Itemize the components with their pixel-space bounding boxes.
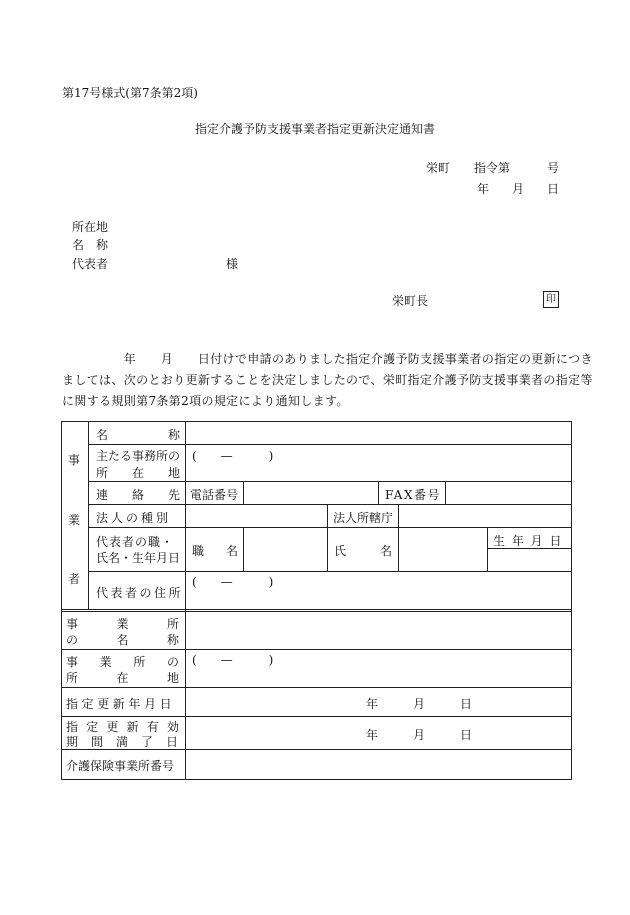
- table-border-bottom: [61, 779, 572, 780]
- validity-expiry-label: 指定更新有効: [66, 720, 188, 734]
- issue-year-label: 年: [477, 182, 490, 196]
- contact-label: 連 絡 先: [96, 488, 180, 502]
- table-rule: [61, 687, 572, 688]
- phone-field[interactable]: [244, 482, 378, 504]
- table-border-left: [61, 421, 62, 779]
- addressee-name-label: 名 称: [72, 238, 109, 252]
- notice-line: ましては、次のとおり更新することを決定しましたので、栄町指定介護予防支援事業者の指定等: [62, 373, 593, 387]
- main-office-location-label: 所 在 地: [96, 466, 180, 480]
- corporation-type-field[interactable]: [186, 505, 327, 527]
- table-rule: [88, 444, 572, 445]
- table-rule: [61, 649, 572, 650]
- notice-line: に関する規則第7条第2項の規定により通知します。: [62, 394, 349, 408]
- corporation-type-label: 法人の種別: [96, 511, 172, 525]
- validity-expiry-label-line2: 期間満了日: [66, 735, 192, 749]
- table-rule: [88, 421, 89, 610]
- table-border-right: [571, 421, 572, 779]
- issue-month-label: 月: [512, 182, 525, 196]
- table-rule: [378, 481, 379, 504]
- name-field[interactable]: [186, 422, 571, 444]
- supervising-authority-label: 法人所轄庁: [333, 511, 394, 525]
- phone-label: 電話番号: [190, 488, 239, 502]
- expiry-year-label: 年: [366, 728, 379, 742]
- supervising-authority-field[interactable]: [399, 505, 571, 527]
- order-prefix: 指令第: [474, 161, 511, 175]
- renewal-year-label: 年: [366, 697, 379, 711]
- fax-label: FAX番号: [385, 488, 441, 502]
- table-rule: [88, 571, 572, 572]
- addressee-location-label: 所在地: [72, 220, 109, 234]
- expiry-month-label: 月: [413, 728, 426, 742]
- order-suffix: 号: [547, 161, 560, 175]
- issuer-title: 栄町長: [392, 294, 429, 308]
- notice-body: [62, 349, 593, 412]
- table-rule: [61, 716, 572, 717]
- addressee-honorific: 様: [226, 257, 239, 271]
- representative-label: 代表者の職・: [96, 535, 175, 549]
- person-name-field[interactable]: [399, 528, 487, 571]
- applicant-label-char: 業: [68, 513, 81, 527]
- form-number: 第17号様式(第7条第2項): [62, 86, 198, 100]
- renewal-month-label: 月: [413, 697, 426, 711]
- care-insurance-number-field[interactable]: [186, 750, 571, 779]
- birth-date-field[interactable]: [488, 549, 571, 571]
- office-name-label: 事 業 所: [66, 617, 179, 631]
- main-office-label: 主たる事務所の: [96, 449, 181, 463]
- main-office-postal-code[interactable]: ( — ): [192, 449, 274, 463]
- office-name-label-line2: の 名 称: [66, 633, 179, 647]
- representative-label-line2: 氏名・生年月日: [96, 551, 181, 565]
- expiry-day-label: 日: [460, 728, 473, 742]
- municipality-label: 栄町: [426, 161, 451, 175]
- issue-day-label: 日: [547, 182, 560, 196]
- representative-address-label: 代表者の住所: [96, 586, 184, 600]
- notice-line: 年 月 日付けで申請のありました指定介護予防支援事業者の指定の更新につき: [62, 352, 593, 366]
- table-rule: [327, 504, 328, 571]
- care-insurance-number-label: 介護保険事業所番号: [66, 759, 175, 773]
- applicant-label-char: 事: [68, 453, 81, 467]
- renewal-day-label: 日: [460, 697, 473, 711]
- person-name-label: 氏 名: [334, 544, 392, 558]
- office-postal-code[interactable]: ( — ): [192, 653, 274, 667]
- position-field[interactable]: [244, 528, 327, 571]
- fax-field[interactable]: [446, 482, 571, 504]
- office-location-label: 事 業 所 の: [66, 655, 179, 669]
- addressee-representative-label: 代表者: [72, 257, 109, 271]
- position-label: 職 名: [192, 544, 238, 558]
- name-label: 名 称: [96, 428, 180, 442]
- table-rule: [61, 609, 572, 610]
- renewal-date-label: 指定更新年月日: [66, 697, 176, 711]
- representative-postal-code[interactable]: ( — ): [192, 575, 274, 589]
- seal-mark: 印: [543, 291, 559, 308]
- table-rule: [88, 527, 572, 528]
- applicant-label-char: 者: [68, 572, 81, 586]
- office-location-label-line2: 所 在 地: [66, 671, 179, 685]
- document-title: 指定介護予防支援事業者指定更新決定通知書: [194, 122, 435, 136]
- birth-date-label: 生 年 月 日: [493, 534, 563, 548]
- office-name-field[interactable]: [186, 612, 571, 649]
